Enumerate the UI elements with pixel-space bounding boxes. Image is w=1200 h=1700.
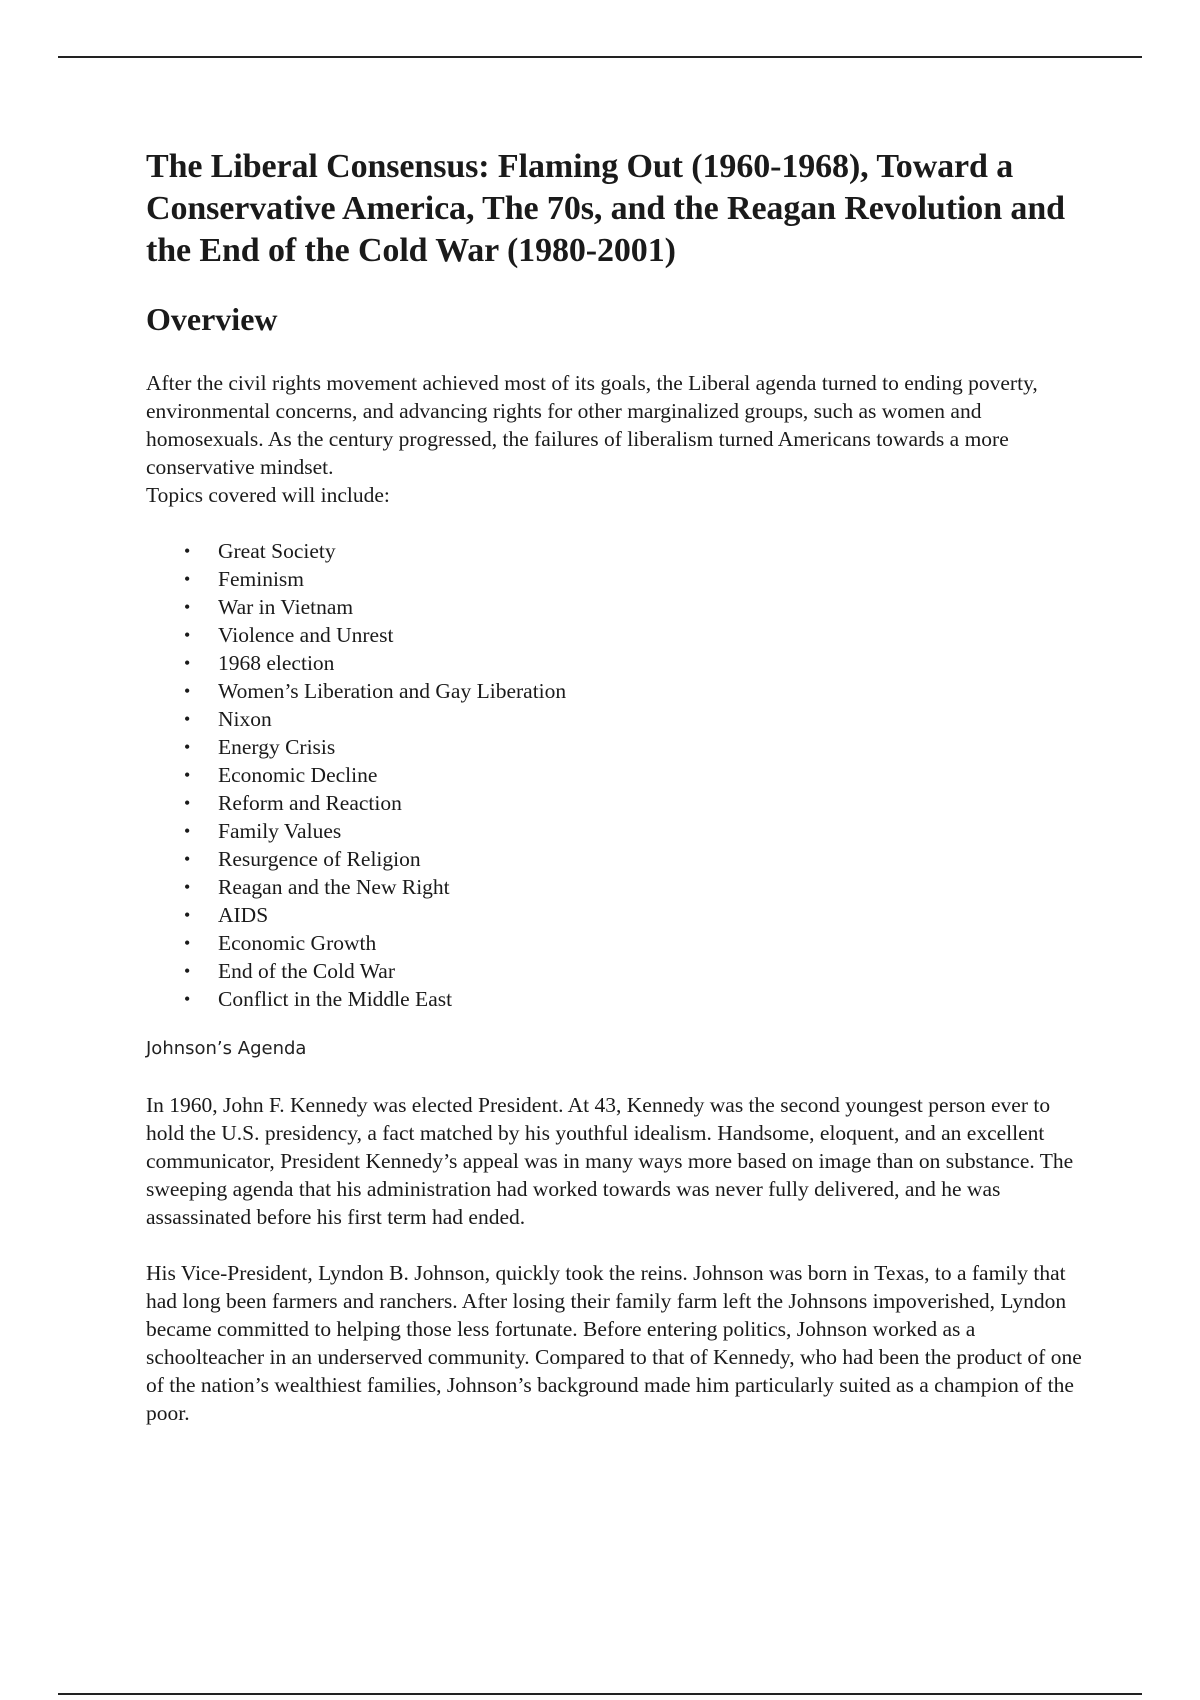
bullet-icon: • (184, 737, 191, 757)
list-item (146, 537, 1091, 565)
bullet-icon: • (184, 905, 191, 925)
list-item (146, 733, 1091, 761)
bullet-icon: • (184, 933, 191, 953)
list-item (146, 705, 1091, 733)
top-rule (58, 56, 1142, 58)
bottom-rule (58, 1693, 1142, 1695)
list-item (146, 677, 1091, 705)
bullet-icon: • (184, 569, 191, 589)
list-item-label: Women’s Liberation and Gay Liberation (218, 679, 567, 703)
list-item (146, 817, 1091, 845)
document-body (146, 146, 1091, 1427)
list-item (146, 789, 1091, 817)
bullet-icon: • (184, 709, 191, 729)
bullet-icon: • (184, 653, 191, 673)
list-item (146, 901, 1091, 929)
bullet-icon: • (184, 793, 191, 813)
list-item (146, 621, 1091, 649)
list-item-label: Family Values (218, 819, 342, 843)
list-item-label: Violence and Unrest (218, 623, 394, 647)
bullet-icon: • (184, 625, 191, 645)
topics-lead: Topics covered will include: (146, 483, 390, 507)
list-item (146, 957, 1091, 985)
list-item (146, 649, 1091, 677)
list-item-label: Economic Decline (218, 763, 378, 787)
list-item (146, 845, 1091, 873)
list-item-label: Feminism (218, 567, 305, 591)
list-item-label: Reform and Reaction (218, 791, 402, 815)
bullet-icon: • (184, 877, 191, 897)
list-item (146, 565, 1091, 593)
bullet-icon: • (184, 597, 191, 617)
list-item (146, 593, 1091, 621)
bullet-icon: • (184, 541, 191, 561)
bullet-icon: • (184, 765, 191, 785)
list-item-label: Resurgence of Religion (218, 847, 421, 871)
list-item (146, 985, 1091, 1013)
overview-paragraph: After the civil rights movement achieved most of its goals, the Liberal agenda turned to ending poverty, environmental concerns, and advancing rights for other marginalized groups, such as women and homosexuals. As the century progressed, the failures of liberalism turned Americans towards a more conservative mindset. (146, 371, 1038, 479)
section-label-johnsons-agenda: Johnson’s Agenda (146, 1038, 307, 1059)
list-item (146, 929, 1091, 957)
list-item-label: Great Society (218, 539, 336, 563)
bullet-icon: • (184, 849, 191, 869)
list-item-label: War in Vietnam (218, 595, 354, 619)
bullet-icon: • (184, 681, 191, 701)
list-item-label: Energy Crisis (218, 735, 336, 759)
paragraph-kennedy: In 1960, John F. Kennedy was elected President. At 43, Kennedy was the second youngest person ever to hold the U.S. presidency, a fact matched by his youthful idealism. Handsome, eloquent, and an excellent communicator, President Kennedy’s appeal was in many ways more based on image than on substance. The sweeping agenda that his administration had worked towards was never fully delivered, and he was assassinated before his first term had ended. (146, 1093, 1074, 1229)
list-item-label: Reagan and the New Right (218, 875, 450, 899)
overview-heading: Overview (146, 301, 278, 337)
list-item (146, 761, 1091, 789)
bullet-icon: • (184, 961, 191, 981)
list-item-label: Nixon (218, 707, 272, 731)
list-item-label: 1968 election (218, 651, 335, 675)
list-item-label: End of the Cold War (218, 959, 396, 983)
bullet-icon: • (184, 989, 191, 1009)
topic-list (146, 537, 1091, 1013)
paragraph-johnson: His Vice-President, Lyndon B. Johnson, quickly took the reins. Johnson was born in Texas, to a family that had long been farmers and ranchers. After losing their family farm left the Johnsons impoverished, Lyndon became committed to helping those less fortunate. Before entering politics, Johnson worked as a schoolteacher in an underserved community. Compared to that of Kennedy, who had been the product of one of the nation’s wealthiest families, Johnson’s background made him particularly suited as a champion of the poor. (146, 1261, 1082, 1425)
document-title: The Liberal Consensus: Flaming Out (1960-1968), Toward a Conservative America, The 70s, and the Reagan Revolution and the End of the Cold War (1980-2001) (146, 148, 1065, 269)
bullet-icon: • (184, 821, 191, 841)
list-item-label: Economic Growth (218, 931, 377, 955)
list-item (146, 873, 1091, 901)
list-item-label: AIDS (218, 903, 269, 927)
list-item-label: Conflict in the Middle East (218, 987, 453, 1011)
